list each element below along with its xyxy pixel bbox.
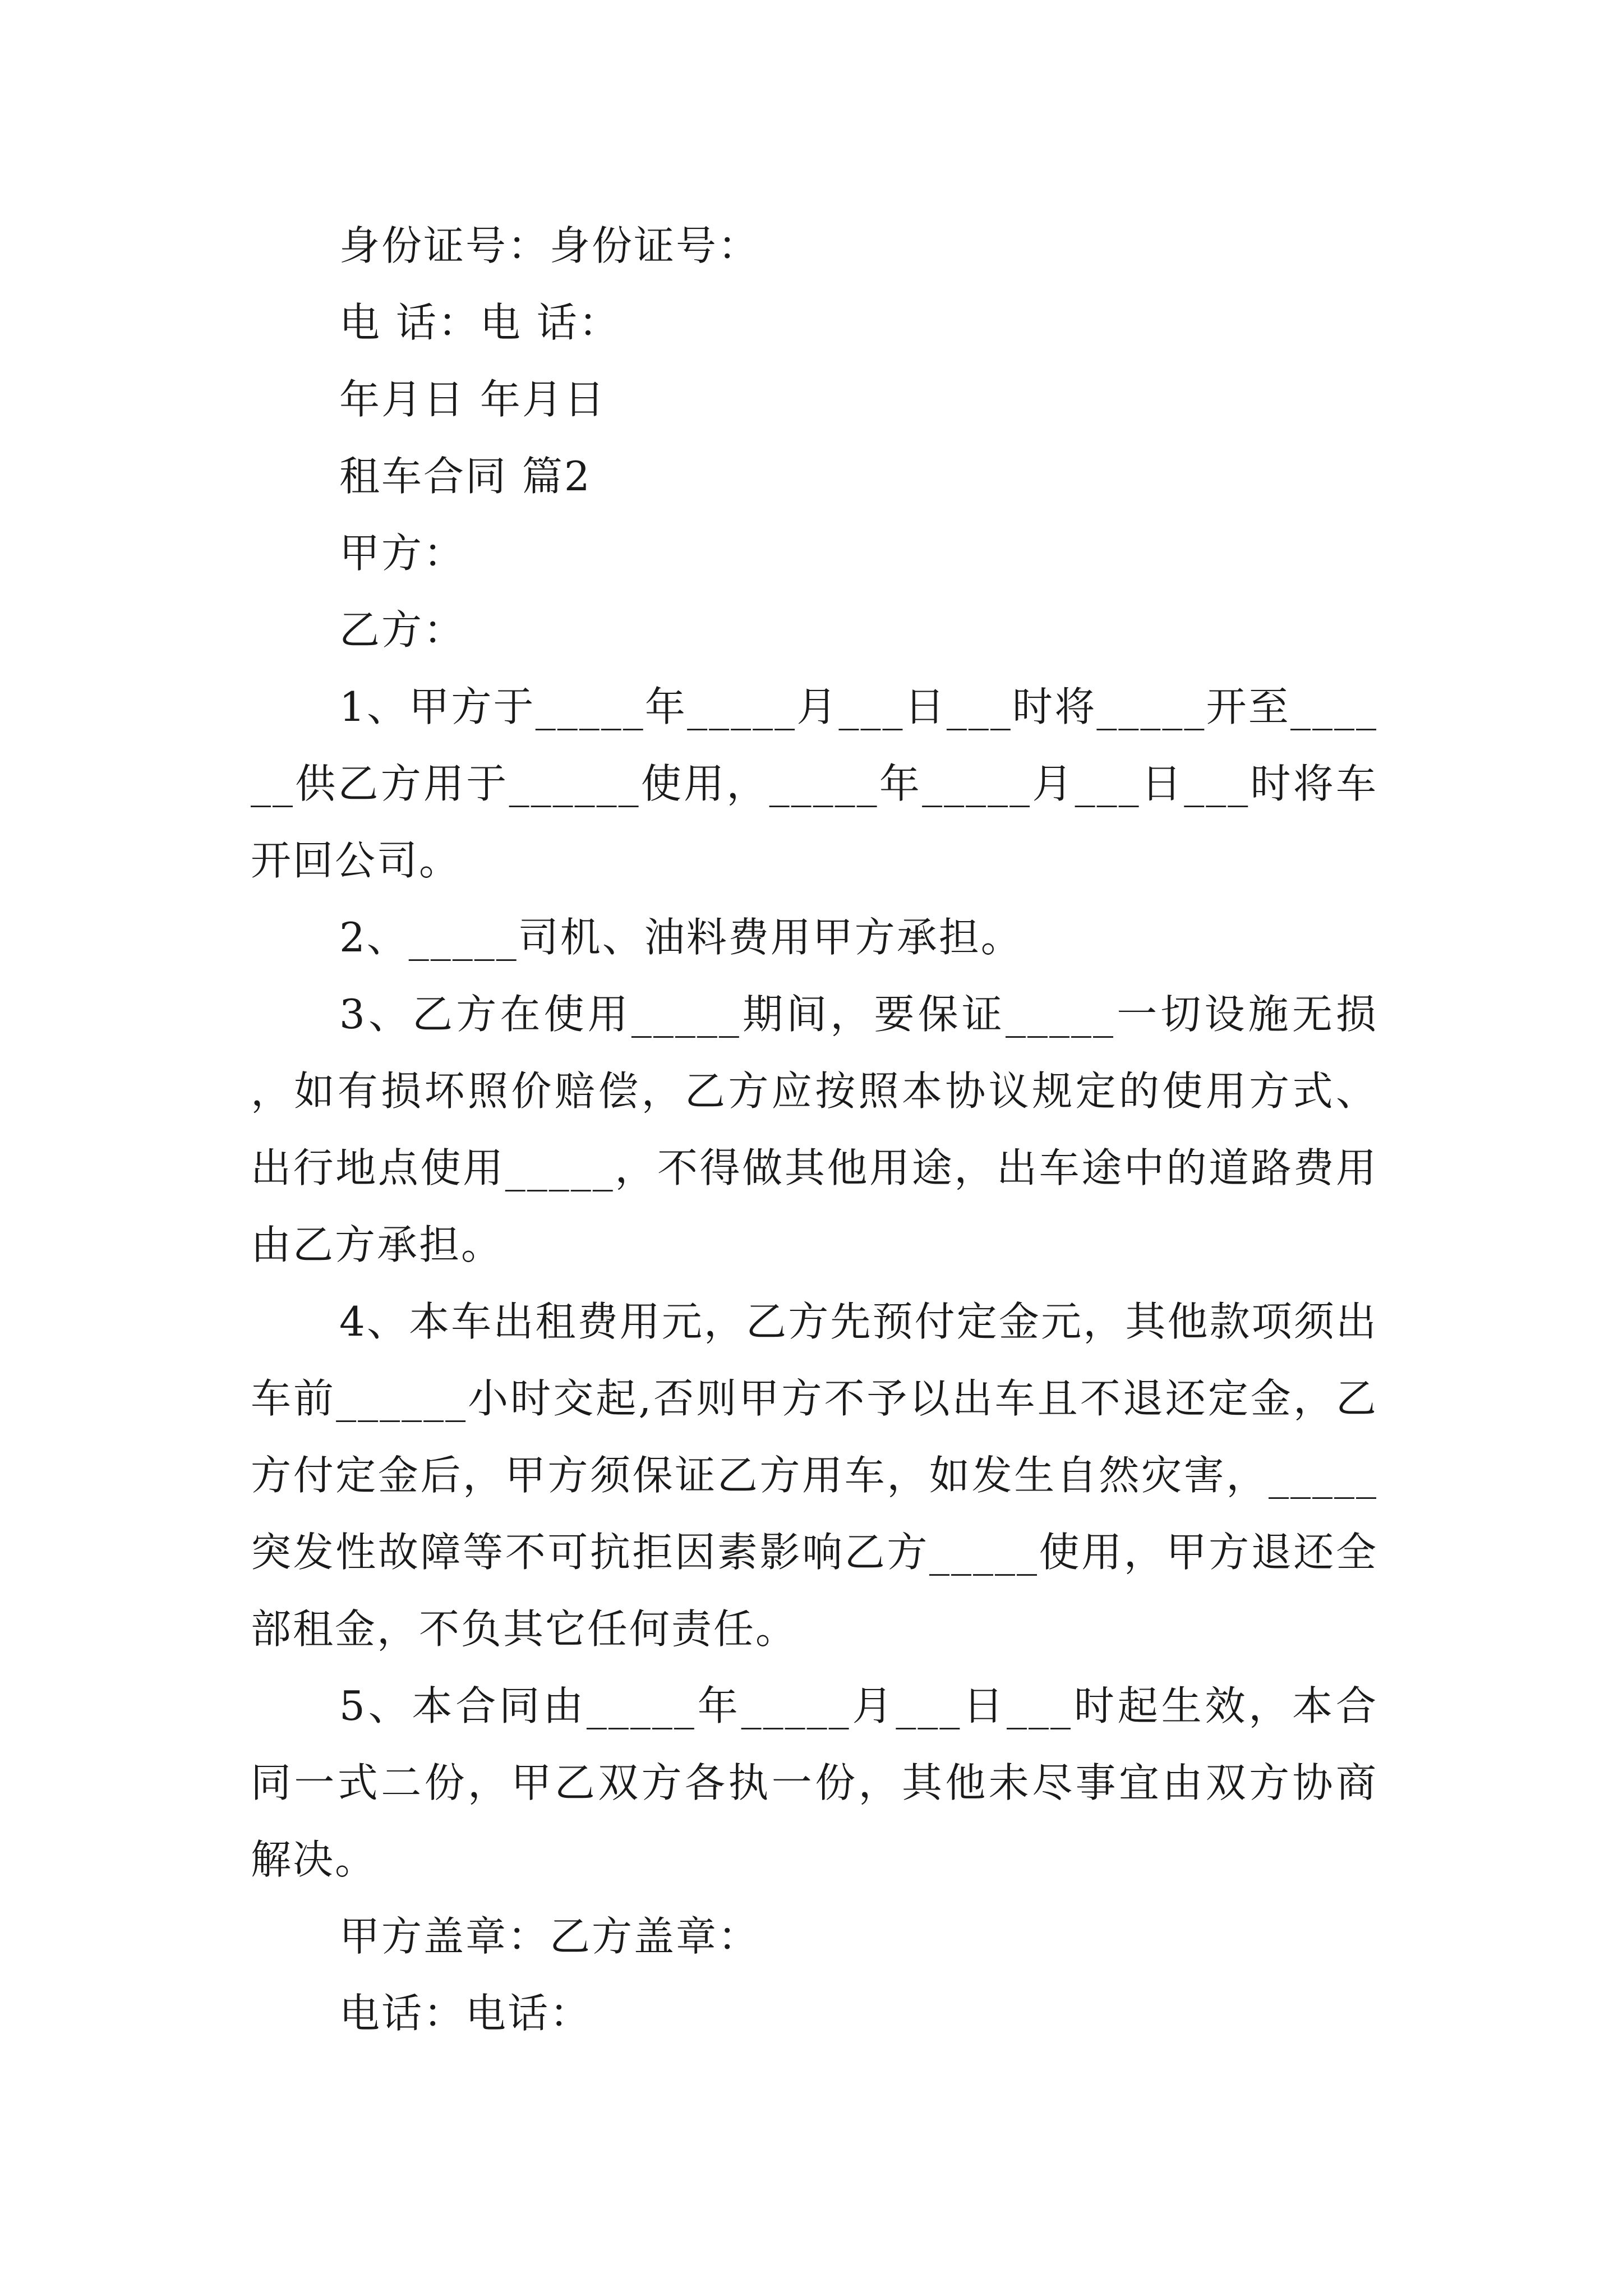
date-line: 年月日 年月日 — [339, 376, 606, 423]
document-body — [251, 208, 1378, 2052]
clause-2: 2、_____司机、油料费用甲方承担。 — [339, 914, 1023, 961]
seal-line: 甲方盖章：乙方盖章： — [339, 1913, 760, 1960]
id-number-line: 身份证号：身份证号： — [339, 222, 760, 269]
clause-3: 3、乙方在使用_____期间，要保证_____一切设施无损，如有损坏照价赔偿，乙方应按照本协议规定的使用方式、出行地点使用_____，不得做其他用途，出车途中的道路费用由乙方承担。 — [251, 991, 1378, 1268]
clause-5: 5、本合同由_____年_____月___日___时起生效，本合同一式二份，甲乙双方各执一份，其他未尽事宜由双方协商解决。 — [251, 1682, 1378, 1883]
clause-1: 1、甲方于_____年_____月___日___时将_____开至______供乙方用于______使用，_____年_____月___日___时将车开回公司。 — [251, 683, 1378, 884]
party-a-line: 甲方： — [339, 530, 466, 577]
clause-4: 4、本车出租费用元，乙方先预付定金元，其他款项须出车前______小时交起,否则甲方不予以出车且不退还定金，乙方付定金后，甲方须保证乙方用车，如发生自然灾害，_____突发性故障等不可抗拒因素影响乙方_____使用，甲方退还全部租金，不负其它任何责任。 — [251, 1298, 1378, 1653]
phone-line-bottom: 电话：电话： — [339, 1990, 592, 2037]
phone-line-top: 电 话：电 话： — [339, 299, 621, 346]
contract-title: 租车合同 篇2 — [339, 453, 592, 500]
party-b-line: 乙方： — [339, 606, 466, 654]
